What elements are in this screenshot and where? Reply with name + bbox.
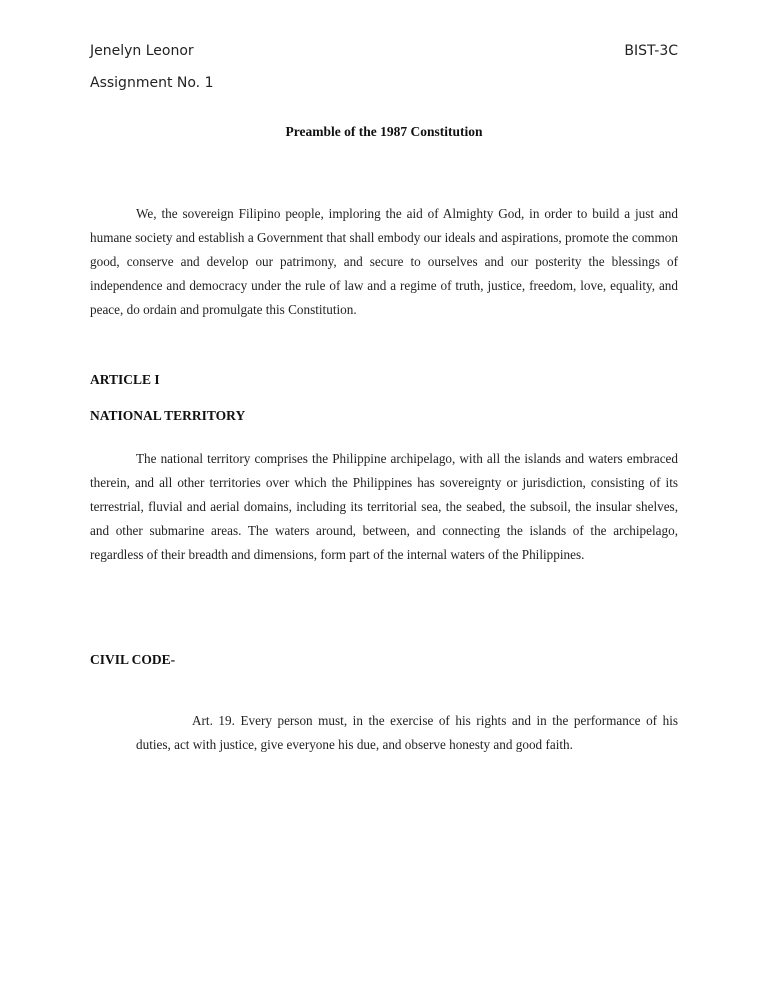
preamble-paragraph: We, the sovereign Filipino people, imploring the aid of Almighty God, in order to build a just and humane society and establish a Government that shall embody our ideals and aspirations, promote the common good, conserve and develop our patrimony, and secure to ourselves and our posterity the blessings of independence and democracy under the rule of law and a regime of truth, justice, freedom, love, equality, and peace, do ordain and promulgate this Constitution. — [90, 206, 678, 317]
section-label: BIST-3C — [624, 43, 678, 59]
article-19-paragraph: Art. 19. Every person must, in the exercise of his rights and in the performance of his duties, act with justice, give everyone his due, and observe honesty and good faith. — [136, 713, 678, 752]
national-territory-heading: NATIONAL TERRITORY — [90, 408, 246, 423]
article-number-heading: ARTICLE I — [90, 372, 160, 387]
assignment-label: Assignment No. 1 — [90, 75, 214, 91]
document-title: Preamble of the 1987 Constitution — [285, 124, 483, 139]
civil-code-heading: CIVIL CODE- — [90, 652, 176, 667]
author-name: Jenelyn Leonor — [90, 43, 194, 59]
national-territory-paragraph: The national territory comprises the Philippine archipelago, with all the islands and waters embraced therein, and all other territories over which the Philippines has sovereignty or jurisdiction, consisting of its terrestrial, fluvial and aerial domains, including its territorial sea, the seabed, the subsoil, the insular shelves, and other submarine areas. The waters around, between, and connecting the islands of the archipelago, regardless of their breadth and dimensions, form part of the internal waters of the Philippines. — [90, 451, 678, 562]
